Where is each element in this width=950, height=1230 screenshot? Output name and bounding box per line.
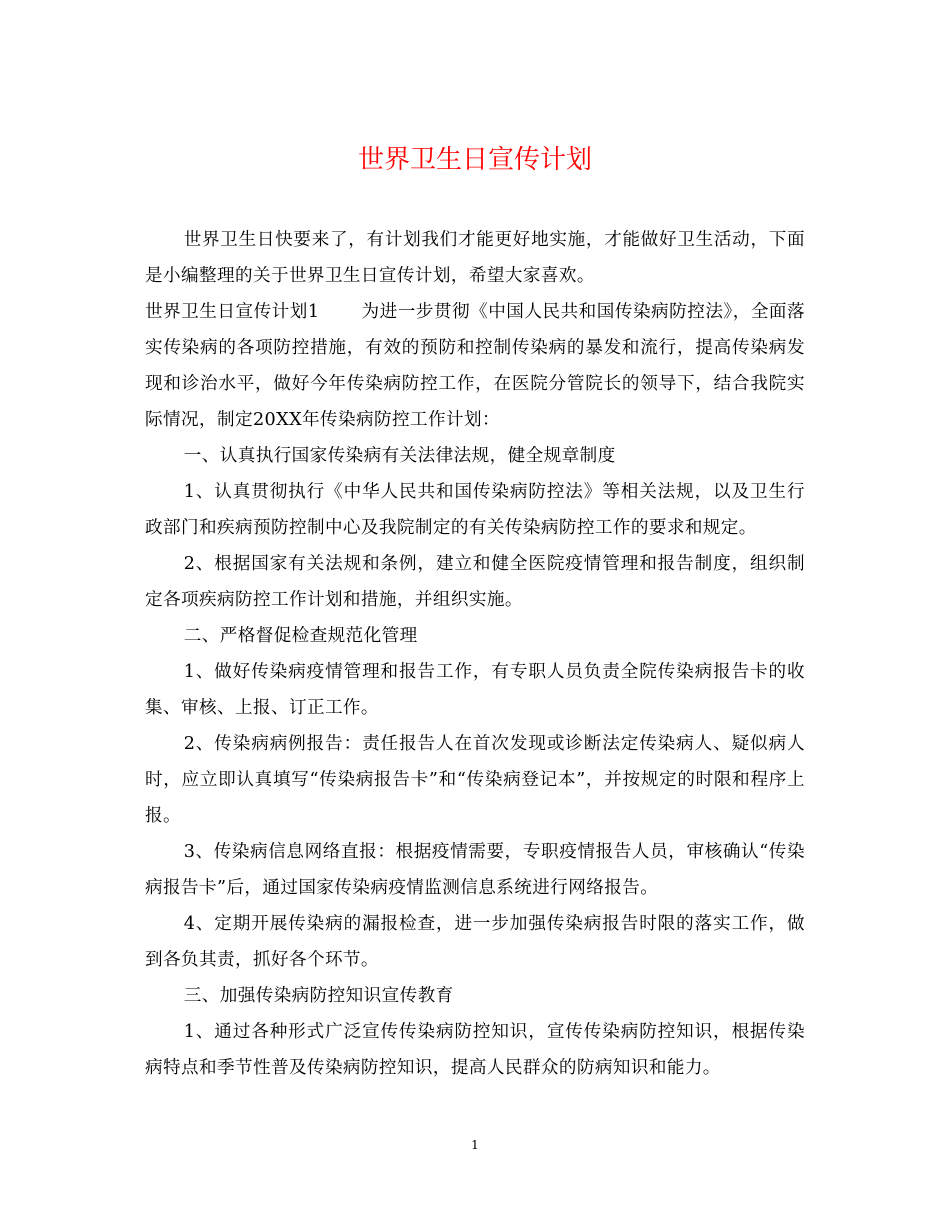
section-3-item-1: 1、通过各种形式广泛宣传传染病防控知识，宣传传染病防控知识，根据传染病特点和季节性普及传染病防控知识，提高人民群众的防病知识和能力。: [145, 1022, 805, 1078]
section-2-item-2: 2、传染病病例报告：责任报告人在首次发现或诊断法定传染病人、疑似病人时，应立即认真填写“传染病报告卡”和“传染病登记本”，并按规定的时限和程序上报。: [145, 734, 805, 826]
document-title: 世界卫生日宣传计划: [357, 145, 592, 175]
section-2-item-4: 4、定期开展传染病的漏报检查，进一步加强传染病报告时限的落实工作，做到各负其责，抓好各个环节。: [145, 914, 805, 970]
plan-paragraph: [145, 294, 805, 438]
section-heading-1: 一、认真执行国家传染病有关法律法规，健全规章制度: [183, 446, 616, 466]
section-1-item-2: 2、根据国家有关法规和条例，建立和健全医院疫情管理和报告制度，组织制定各项疾病防控工作计划和措施，并组织实施。: [145, 554, 805, 610]
section-heading-3: 三、加强传染病防控知识宣传教育: [183, 986, 454, 1006]
page-number: 1: [471, 1138, 479, 1152]
section-2-item-1: 1、做好传染病疫情管理和报告工作，有专职人员负责全院传染病报告卡的收集、审核、上报、订正工作。: [145, 662, 805, 718]
plan-intro-text: 为进一步贯彻《中国人民共和国传染病防控法》，全面落实传染病的各项防控措施，有效的预防和控制传染病的暴发和流行，提高传染病发现和诊治水平，做好今年传染病防控工作，在医院分管院长的领导下，结合我院实际情况，制定20XX年传染病防控工作计划：: [145, 302, 806, 430]
document-body: [145, 222, 805, 1086]
section-2-item-3: 3、传染病信息网络直报：根据疫情需要，专职疫情报告人员，审核确认“传染病报告卡”后，通过国家传染病疫情监测信息系统进行网络报告。: [145, 842, 805, 898]
section-1-item-1: 1、认真贯彻执行《中华人民共和国传染病防控法》等相关法规，以及卫生行政部门和疾病预防控制中心及我院制定的有关传染病防控工作的要求和规定。: [145, 482, 805, 538]
plan-label: 世界卫生日宣传计划1: [145, 302, 320, 322]
section-heading-2: 二、严格督促检查规范化管理: [183, 626, 418, 646]
intro-paragraph: 世界卫生日快要来了，有计划我们才能更好地实施，才能做好卫生活动，下面是小编整理的关于世界卫生日宣传计划，希望大家喜欢。: [145, 230, 805, 286]
